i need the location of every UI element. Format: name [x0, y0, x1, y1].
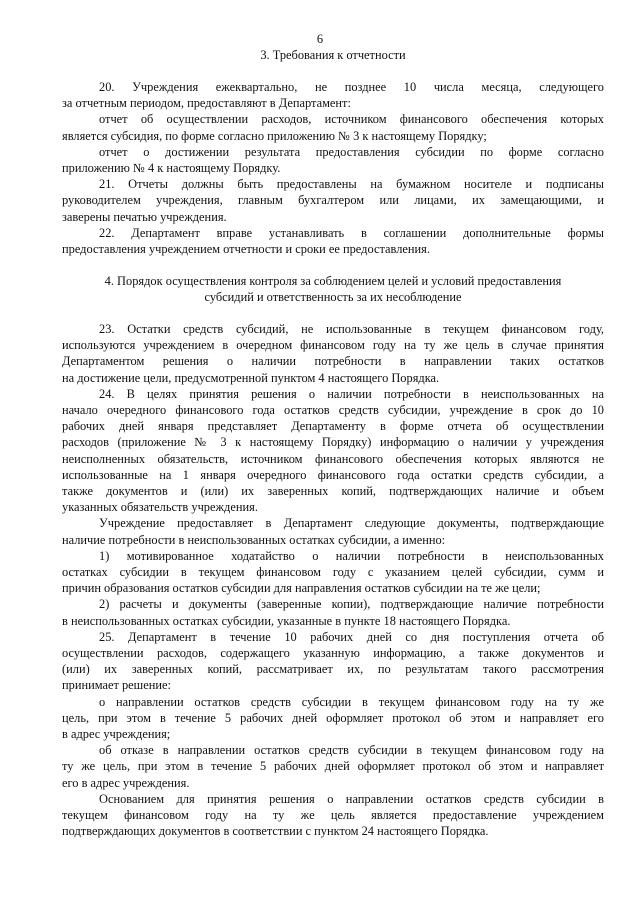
paragraph-22: [62, 225, 604, 257]
text-line: о направлении остатков средств субсидии в текущем финансовом году на ту же: [99, 694, 604, 709]
text-line: наличие потребности в неиспользованных остатках субсидии, а именно:: [62, 532, 446, 547]
text-line: Учреждение предоставляет в Департамент следующие документы, подтверждающие: [99, 516, 604, 531]
text-line: расходов (приложение № 3 к настоящему Порядку) информацию о наличии у учреждения: [62, 435, 604, 450]
text-line: 20. Учреждения ежеквартально, не позднее 10 числа месяца, следующего: [99, 80, 604, 94]
text-line: 25. Департамент в течение 10 рабочих дней со дня поступления отчета об: [99, 629, 604, 644]
text-line: Основанием для принятия решения о направлении остатков средств субсидии в: [99, 791, 604, 806]
section-4-heading: [62, 273, 604, 305]
text-line: осуществлении расходов, содержащего указанную информацию, а также документов и: [62, 646, 604, 661]
text-line: принимает решение:: [62, 678, 171, 693]
text-line: отчет о достижении результата предоставления субсидии по форме согласно: [99, 144, 604, 159]
text-line: отчет об осуществлении расходов, источником финансового обеспечения которых: [99, 112, 604, 127]
paragraph-20-report-expenses: [62, 111, 604, 143]
paragraph-25: [62, 629, 604, 694]
text-line: неисполненных обязательств, источником финансового обеспечения которых являются не: [62, 451, 604, 466]
paragraph-25-basis: [62, 791, 604, 840]
section-4-heading-line: субсидий и ответственность за их несоблюдение: [204, 290, 462, 305]
section-3-body: [62, 79, 604, 257]
text-line: 21. Отчеты должны быть предоставлены на бумажном носителе и подписаны: [99, 177, 604, 192]
paragraph-24: [62, 386, 604, 516]
text-line: использованные на 1 января очередного финансового года остатки средств субсидии, а: [62, 467, 604, 482]
section-4-heading-line: 4. Порядок осуществления контроля за соблюдением целей и условий предоставления: [104, 274, 562, 288]
text-line: в неиспользованных остатках субсидии, указанные в пункте 18 настоящего Порядка.: [62, 613, 511, 628]
text-line: подтверждающих документов в соответствии с пунктом 24 настоящего Порядка.: [62, 824, 489, 839]
paragraph-24-documents: [62, 515, 604, 547]
text-line: 23. Остатки средств субсидий, не использованные в текущем финансовом году,: [99, 322, 604, 336]
text-line: начало очередного финансового года остатков средств субсидии, учреждение в срок до 10: [62, 403, 604, 418]
paragraph-25-refuse: [62, 742, 604, 791]
text-line: предоставления учреждением отчетности и сроки ее предоставления.: [62, 242, 430, 257]
section-3: [62, 47, 604, 63]
text-line: остатках субсидии в текущем финансовом году с указанием целей субсидии, сумм и: [62, 565, 604, 580]
text-line: на достижение цели, предусмотренной пунктом 4 настоящего Порядка.: [62, 370, 440, 385]
text-line: руководителем учреждения, главным бухгалтером или лицами, их замещающими, и: [62, 193, 604, 208]
text-line: в адрес учреждения;: [62, 727, 171, 742]
paragraph-25-approve: [62, 694, 604, 743]
text-line: ту же цель, при этом в течение 5 рабочих дней оформляет протокол об этом и направляет: [62, 759, 604, 774]
text-line: причин образования остатков субсидии для направления остатков субсидии на те же цели;: [62, 581, 541, 596]
text-line: заверены печатью учреждения.: [62, 209, 227, 224]
text-line: Департаментом решения о наличии потребности в направлении таких остатков: [62, 354, 604, 369]
paragraph-20-report-result: [62, 144, 604, 176]
text-line: рабочих дней января представляет Департаменту в форме отчета об осуществлении: [62, 419, 604, 434]
text-line: за отчетным периодом, предоставляют в Департамент:: [62, 96, 351, 111]
paragraph-20: [62, 79, 604, 111]
paragraph-23: [62, 321, 604, 386]
paragraph-24-item-2: [62, 596, 604, 628]
text-line: 24. В целях принятия решения о наличии потребности в неиспользованных на: [99, 386, 604, 401]
text-line: текущем финансовом году на ту же цель является предоставление учреждением: [62, 808, 604, 823]
section-4-body: [62, 321, 604, 840]
text-line: является субсидия, по форме согласно приложению № 3 к настоящему Порядку;: [62, 128, 487, 143]
text-line: указанных обязательств учреждения.: [62, 500, 258, 515]
text-line: 22. Департамент вправе устанавливать в соглашении дополнительные формы: [99, 225, 604, 240]
text-line: также документов и (или) их заверенных копий, подтверждающих наличие и объем: [62, 484, 604, 499]
text-line: его в адрес учреждения.: [62, 775, 190, 790]
text-line: 2) расчеты и документы (заверенные копии), подтверждающие наличие потребности: [99, 597, 604, 612]
text-line: (или) их заверенных копий, рассматривает их, по результатам такого рассмотрения: [62, 662, 604, 677]
text-line: 1) мотивированное ходатайство о наличии потребности в неиспользованных: [99, 548, 604, 563]
paragraph-21: [62, 176, 604, 225]
paragraph-24-item-1: [62, 548, 604, 597]
text-line: приложению № 4 к настоящему Порядку.: [62, 161, 281, 176]
section-3-heading: 3. Требования к отчетности: [260, 48, 406, 62]
text-line: цель, при этом в течение 5 рабочих дней оформляет протокол об этом и направляет его: [62, 710, 604, 725]
page-number: 6: [316, 32, 324, 46]
text-line: об отказе в направлении остатков средств субсидии в текущем финансовом году на: [99, 743, 604, 758]
text-line: используются учреждением в очередном финансовом году на ту же цель в случае принятия: [62, 338, 604, 353]
